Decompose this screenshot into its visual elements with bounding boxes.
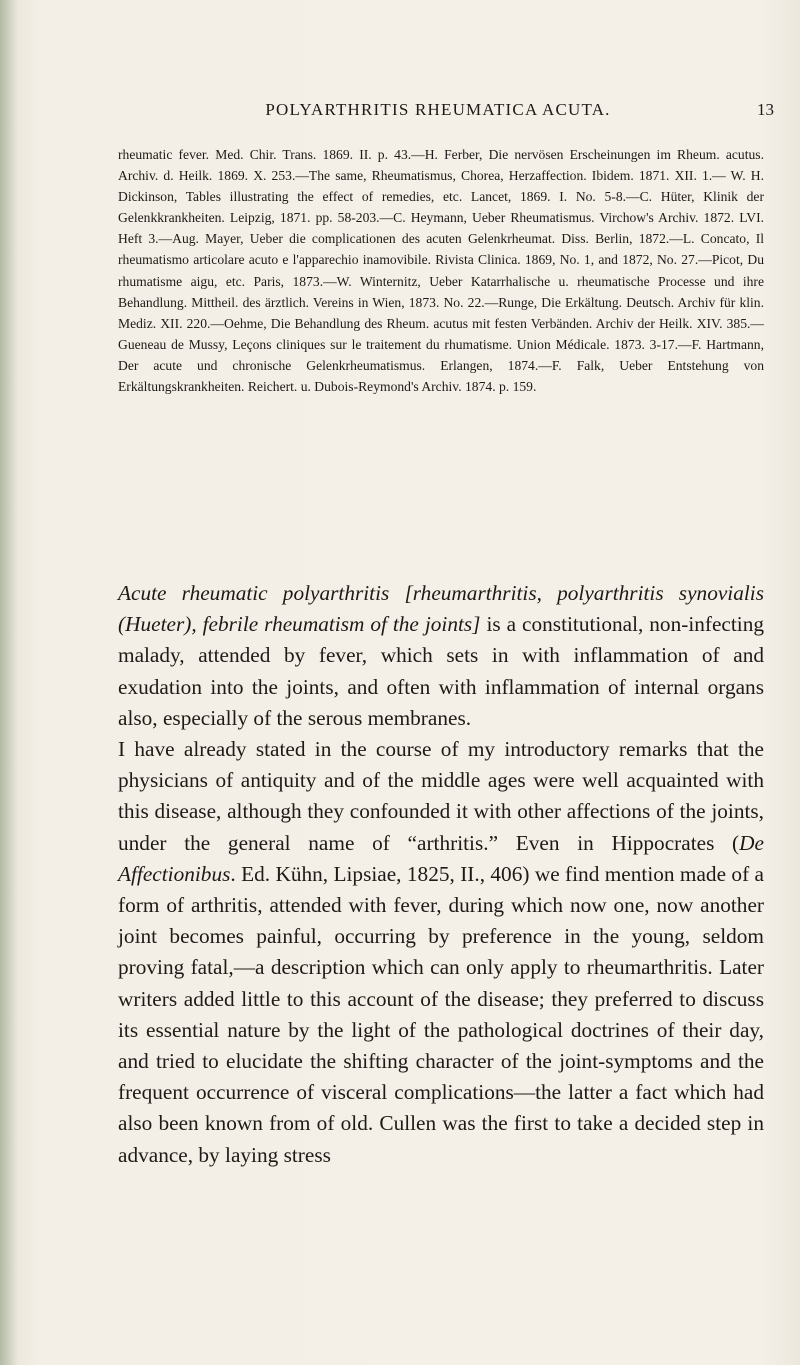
paragraph-1 [118, 578, 764, 734]
paragraph-2-part-a: I have already stated in the course of my introductory remarks that the physicians of antiquity and of the middle ages were well acquainted with this disease, although they confounded it with other affections of the joints, under the general name of “arthritis.” Even in Hippocrates ( [118, 737, 764, 855]
running-title: POLYARTHRITIS RHEUMATICA ACUTA. [265, 100, 611, 119]
paragraph-2 [118, 734, 764, 1171]
paragraph-2-part-b: . Ed. Kühn, Lipsiae, 1825, II., 406) we find mention made of a form of arthritis, attended with fever, during which now one, now another joint becomes painful, occurring by preference in the young, seldom proving fatal,—a description which can only apply to rheumarthritis. Later writers added little to this account of the disease; they preferred to discuss its essential nature by the light of the pathological doctrines of their day, and tried to elucidate the shifting character of the joint-symptoms and the frequent occurrence of visceral complications—the latter a fact which had also been known from of old. Cullen was the first to take a decided step in advance, by laying stress [118, 861, 764, 1167]
references-paragraph: rheumatic fever. Med. Chir. Trans. 1869. II. p. 43.—H. Ferber, Die nervösen Erscheinungen im Rheum. acutus. Archiv. d. Heilk. 1869. X. 253.—The same, Rheumatismus, Chorea, Herzaffection. Ibidem. 1871. XII. 1.— W. H. Dickinson, Tables illustrating the effect of remedies, etc. Lancet, 1869. I. No. 5-8.—C. Hüter, Klinik der Gelenkkrankheiten. Leipzig, 1871. pp. 58-203.—C. Heymann, Ueber Rheumatismus. Virchow's Archiv. 1872. LVI. Heft 3.—Aug. Mayer, Ueber die complicationen des acuten Gelenkrheumat. Diss. Berlin, 1872.—L. Concato, Il rheumatismo articolare acuto e l'apparechio inamovibile. Rivista Clinica. 1869, No. 1, and 1872, No. 27.—Picot, Du rhumatisme aigu, etc. Paris, 1873.—W. Winternitz, Ueber Katarrhalische u. rheumatische Processe und ihre Behandlung. Mittheil. des ärztlich. Vereins in Wien, 1873. No. 22.—Runge, Die Erkältung. Deutsch. Archiv für klin. Mediz. XII. 220.—Oehme, Die Behandlung des Rheum. acutus mit festen Verbänden. Archiv der Heilk. XIV. 385.—Gueneau de Mussy, Leçons cliniques sur le traitement du rhumatisme. Union Médicale. 1873. 3-17.—F. Hartmann, Der acute und chronische Gelenkrheumatismus. Erlangen, 1874.—F. Falk, Ueber Entstehung von Erkältungskrankheiten. Reichert. u. Dubois-Reymond's Archiv. 1874. p. 159. [118, 147, 764, 395]
page-header [118, 100, 774, 126]
page-edge-shadow [0, 0, 18, 1365]
work-title: De Affectionibus [118, 830, 764, 886]
bibliography-references [118, 144, 764, 397]
main-text [118, 578, 764, 1171]
definition-rest: is a constitutional, non-infecting malady, attended by fever, which sets in with inflammation of and exudation into the joints, and often with inflammation of internal organs also, especially of the serous membranes. [118, 612, 765, 730]
page-number: 13 [757, 100, 774, 119]
definition-lead: Acute rheumatic polyarthritis [rheumarthritis, polyarthritis synovialis (Hueter), febrile rheumatism of the joints] [118, 581, 764, 637]
